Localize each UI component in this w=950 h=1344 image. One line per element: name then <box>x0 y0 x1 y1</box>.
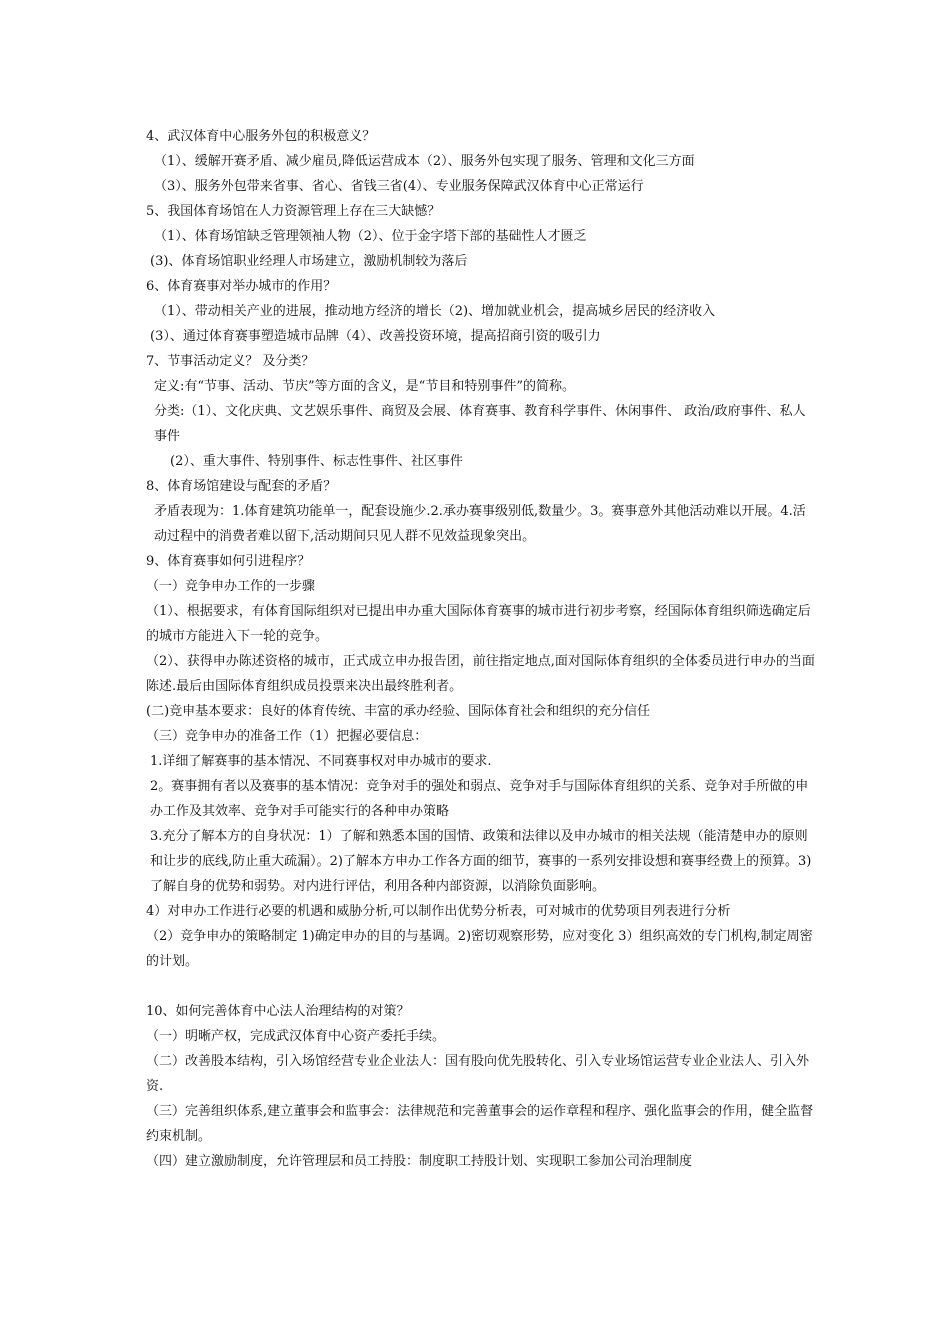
text-paragraph: 分类:（1）、文化庆典、文艺娱乐事件、商贸及会展、体育赛事、教育科学事件、休闲事件、 政治/政府事件、私人事件 <box>154 404 806 444</box>
text-paragraph: （1）、根据要求，有体育国际组织对已提出申办重大国际体育赛事的城市进行初步考察，经国际体育组织筛选确定后的城市方能进入下一轮的竞争。 <box>146 604 811 644</box>
text-line: (3）、通过体育赛事塑造城市品牌（4）、改善投资环境，提高招商引资的吸引力 <box>150 329 601 344</box>
heading-q9: 9、体育赛事如何引进程序？ <box>146 554 311 569</box>
text-line: 定义:有“节事、活动、节庆”等方面的含义，是“节目和特别事件”的简称。 <box>154 379 575 394</box>
text-paragraph: 矛盾表现为：1.体育建筑功能单一，配套设施少.2.承办赛事级别低,数量少。3。赛事意外其他活动难以开展。4.活动过程中的消费者难以留下,活动期间只见人群不见效益现象突出。 <box>154 504 806 544</box>
heading-q10: 10、如何完善体育中心法人治理结构的对策？ <box>146 1004 410 1019</box>
text-line: （3）、服务外包带来省事、省心、省钱三省(4）、专业服务保障武汉体育中心正常运行 <box>154 179 644 194</box>
heading-q4: 4、武汉体育中心服务外包的积极意义？ <box>146 129 376 144</box>
heading-q5: 5、我国体育场馆在人力资源管理上存在三大缺憾？ <box>146 204 441 219</box>
text-line: （1）、体育场馆缺乏管理领袖人物（2）、位于金字塔下部的基础性人才匮乏 <box>154 229 587 244</box>
text-paragraph: 3.充分了解本方的自身状况：1）了解和熟悉本国的国情、政策和法律以及申办城市的相关法规（能清楚申办的原则和让步的底线,防止重大疏漏）。2)了解本方申办工作各方面的细节，赛事的一系列安排设想和赛事经费上的预算。3)了解自身的优势和弱势。对内进行评估，利用各种内部资源，以消除负面影响。 <box>150 829 812 894</box>
text-paragraph: （2）竞争申办的策略制定 1)确定申办的目的与基调。2)密切观察形势，应对变化 3）组织高效的专门机构,制定周密的计划。 <box>146 929 813 969</box>
text-line: （一）明晰产权，完成武汉体育中心资产委托手续。 <box>146 1029 446 1044</box>
text-paragraph: （三）完善组织体系,建立董事会和监事会：法律规范和完善董事会的运作章程和程序、强化监事会的作用，健全监督约束机制。 <box>146 1104 814 1144</box>
text-line: （四）建立激励制度，允许管理层和员工持股：制度职工持股计划、实现职工参加公司治理制度 <box>146 1154 693 1169</box>
text-line: （1）、缓解开赛矛盾、减少雇员,降低运营成本（2）、服务外包实现了服务、管理和文化三方面 <box>154 154 695 169</box>
text-line: （一）竞争申办工作的一步骤 <box>146 579 316 594</box>
text-line: （1）、带动相关产业的进展，推动地方经济的增长（2)、增加就业机会，提高城乡居民的经济收入 <box>154 304 716 319</box>
heading-q6: 6、体育赛事对举办城市的作用？ <box>146 279 337 294</box>
text-line: (2）、重大事件、特别事件、标志性事件、社区事件 <box>170 454 463 469</box>
document-body <box>146 124 818 1174</box>
heading-q7: 7、节事活动定义？ 及分类？ <box>146 354 315 369</box>
text-line: (3)、体育场馆职业经理人市场建立，激励机制较为落后 <box>150 254 468 269</box>
text-paragraph: （二）改善股本结构，引入场馆经营专业企业法人：国有股向优先股转化、引入专业场馆运营专业企业法人、引入外资. <box>146 1054 810 1094</box>
text-paragraph: 2。赛事拥有者以及赛事的基本情况：竞争对手的强处和弱点、竞争对手与国际体育组织的关系、竞争对手所做的申办工作及其效率、竞争对手可能实行的各种申办策略 <box>150 779 809 819</box>
text-paragraph: （2）、获得申办陈述资格的城市，正式成立申办报告团，前往指定地点,面对国际体育组织的全体委员进行申办的当面陈述.最后由国际体育组织成员投票来决出最终胜利者。 <box>146 654 815 694</box>
text-line: 4）对申办工作进行必要的机遇和威胁分析,可以制作出优势分析表，可对城市的优势项目列表进行分析 <box>146 904 731 919</box>
text-line: 1.详细了解赛事的基本情况、不同赛事权对申办城市的要求. <box>150 754 492 769</box>
text-line: （三）竞争申办的准备工作（1）把握必要信息： <box>146 729 428 744</box>
blank-line <box>146 974 818 999</box>
heading-q8: 8、体育场馆建设与配套的矛盾？ <box>146 479 337 494</box>
text-line: (二)竞申基本要求：良好的体育传统、丰富的承办经验、国际体育社会和组织的充分信任 <box>146 704 651 719</box>
